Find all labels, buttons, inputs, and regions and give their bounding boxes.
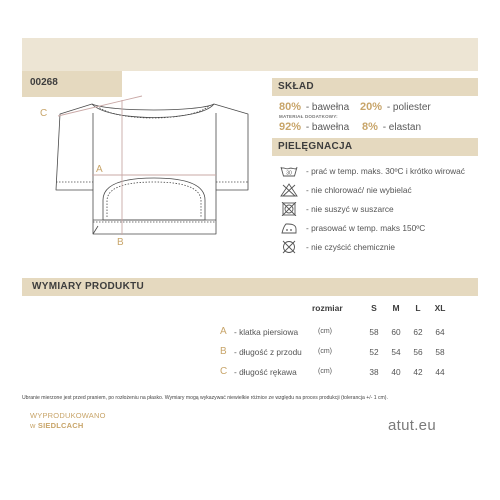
pocket: [103, 178, 205, 220]
dim-value: 60: [391, 327, 401, 337]
care-item-wash: 30 - prać w temp. maks. 30ºC i krótko wirować: [280, 164, 480, 178]
label-a: A: [96, 164, 103, 175]
iron-150-icon: [280, 221, 298, 235]
label-c: C: [40, 108, 48, 119]
dim-label-b: - długość z przodu: [234, 347, 302, 357]
additional-material-label: MATERIAŁ DODATKOWY:: [279, 114, 338, 119]
care-item-bleach: - nie chlorować/ nie wybielać: [280, 183, 480, 197]
dim-unit-a: (cm): [318, 328, 332, 335]
composition-additional-2: 8% - elastan: [362, 121, 422, 133]
dim-value: 62: [413, 327, 423, 337]
dim-letter-b: B: [220, 346, 227, 357]
dim-value: 58: [369, 327, 379, 337]
dim-value: 52: [369, 347, 379, 357]
dim-value: 40: [391, 367, 401, 377]
dim-value: 64: [435, 327, 445, 337]
measure-line-c: [58, 96, 142, 116]
made-in-line2: w SIEDLCACH: [30, 421, 84, 430]
size-col-l: L: [415, 303, 421, 313]
dim-value: 42: [413, 367, 423, 377]
size-col-s: S: [371, 303, 377, 313]
care-item-iron: - prasować w temp. maks 150ºC: [280, 221, 480, 235]
collar: [92, 104, 214, 110]
dim-value: 54: [391, 347, 401, 357]
dim-unit-c: (cm): [318, 368, 332, 375]
garment-diagram: [0, 0, 270, 270]
composition-additional-1: 92% - bawełna: [279, 121, 350, 133]
care-item-dry: - nie suszyć w suszarce: [280, 202, 480, 216]
svg-text:30: 30: [286, 170, 292, 177]
size-col-xl: XL: [434, 303, 446, 313]
dim-value: 56: [413, 347, 423, 357]
no-tumble-dry-icon: [280, 202, 298, 216]
care-header: PIELĘGNACJA: [272, 138, 478, 156]
size-col-m: M: [392, 303, 400, 313]
dim-letter-c: C: [220, 366, 228, 377]
measurement-note: Ubranie mierzone jest przed praniem, po rozłożeniu na płasko. Wymiary mogą wykazywać niewielkie różnice ze względu na proces produkcji (tolerancja +/- 1 cm).: [22, 395, 388, 401]
size-header: rozmiar: [312, 303, 343, 313]
product-code: 00268: [22, 71, 122, 97]
no-dry-clean-icon: [280, 240, 298, 254]
composition-main-1: 80% - bawełna: [279, 101, 350, 113]
pocket-stitch: [107, 182, 201, 217]
collar-inner: [97, 106, 209, 118]
dim-label-c: - długość rękawa: [234, 367, 297, 377]
dim-label-a: - klatka piersiowa: [234, 327, 299, 337]
dim-letter-a: A: [220, 326, 227, 337]
composition-main-2: 20% - poliester: [360, 101, 431, 113]
composition-header: SKŁAD: [272, 78, 478, 96]
dim-value: 38: [369, 367, 379, 377]
shirt-outline: [56, 104, 248, 234]
brand-logo[interactable]: atut.eu: [388, 417, 436, 434]
label-b: B: [117, 237, 124, 248]
wash-30-icon: [280, 164, 298, 178]
no-bleach-icon: [280, 183, 298, 197]
care-item-dryclean: - nie czyścić chemicznie: [280, 240, 480, 254]
dim-unit-b: (cm): [318, 348, 332, 355]
dimensions-header: WYMIARY PRODUKTU: [22, 278, 478, 296]
dim-value: 44: [435, 367, 445, 377]
made-in-line1: WYPRODUKOWANO: [30, 411, 106, 420]
side-slit-left: [93, 226, 98, 234]
dim-value: 58: [435, 347, 445, 357]
